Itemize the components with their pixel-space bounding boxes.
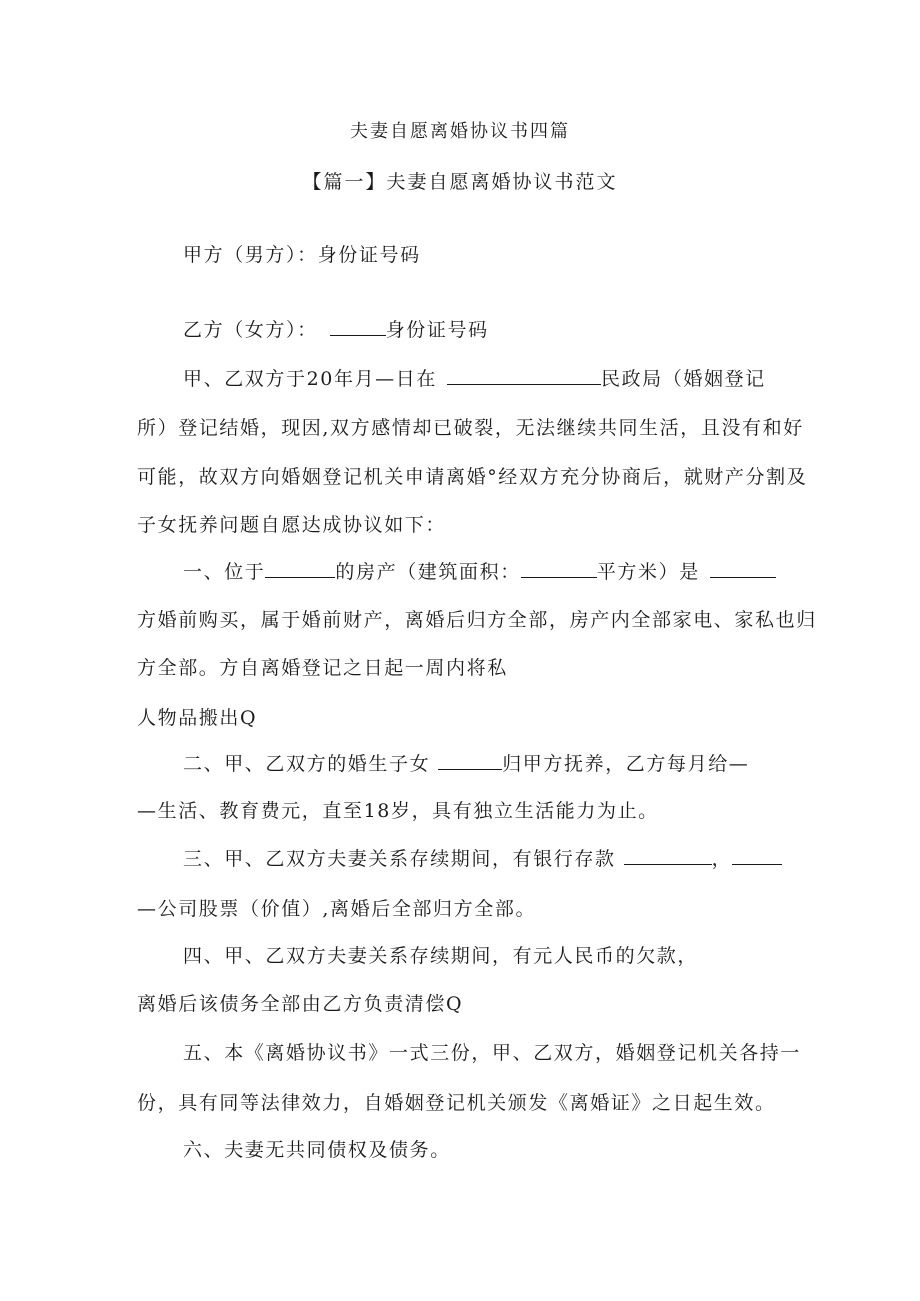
clause-5-line-2: 份，具有同等法律效力，自婚姻登记机关颁发《离婚证》之日起生效。 — [137, 1092, 776, 1114]
clause-4-line-2: 离婚后该债务全部由乙方负责清偿Q — [137, 993, 464, 1015]
blank-field — [732, 846, 782, 865]
clause-text: 归甲方抚养，乙方每月给— — [502, 753, 750, 775]
clause-text: 三、甲、乙双方夫妻关系存续期间，有银行存款 — [183, 848, 616, 870]
clause-3-line-2: —公司股票（价值）,离婚后全部归方全部。 — [137, 898, 537, 920]
clause-1-line-3: 方全部。方自离婚登记之日起一周内将私 — [137, 657, 508, 679]
intro-text: 甲、乙双方于20年月—日在 — [183, 368, 437, 390]
clause-2-line-2: —生活、教育费元，直至18岁，具有独立生活能力为止。 — [137, 800, 659, 822]
clause-5-line-1: 五、本《离婚协议书》一式三份，甲、乙双方，婚姻登记机关各持一 — [183, 1042, 802, 1064]
clause-1-line-1 — [183, 559, 776, 585]
clause-1-line-4: 人物品搬出Q — [137, 707, 258, 729]
intro-line-3: 可能，故双方向婚姻登记机关申请离婚°经双方充分协商后，就财产分割及 — [137, 466, 808, 488]
blank-field — [710, 559, 776, 578]
blank-field — [438, 751, 502, 770]
party-b-id-label: 身份证号码 — [385, 319, 489, 341]
clause-text: 平方米）是 — [596, 561, 700, 583]
clause-1-line-2: 方婚前购买，属于婚前财产，离婚后归方全部，房产内全部家电、家私也归 — [137, 609, 817, 631]
intro-text: 民政局（婚姻登记 — [600, 368, 766, 390]
clause-6-line-1: 六、夫妻无共同债权及债务。 — [183, 1139, 451, 1161]
party-a-label: 甲方（男方）：身份证号码 — [183, 244, 421, 266]
blank-field — [624, 846, 712, 865]
intro-line-4: 子女抚养问题自愿达成协议如下： — [137, 514, 447, 536]
section-heading: 【篇一】夫妻自愿离婚协议书范文 — [302, 171, 618, 193]
blank-field — [447, 366, 601, 385]
blank-field — [265, 559, 335, 578]
document-title: 夫妻自愿离婚协议书四篇 — [350, 121, 570, 142]
intro-line-1 — [183, 366, 766, 392]
clause-2-line-1 — [183, 751, 749, 777]
blank-field — [521, 559, 597, 578]
clause-4-line-1: 四、甲、乙双方夫妻关系存续期间，有元人民币的欠款， — [183, 945, 699, 967]
party-a-line — [183, 242, 421, 268]
intro-line-2: 所）登记结婚，现因,双方感情却已破裂，无法继续共同生活，且没有和好 — [137, 417, 804, 439]
clause-text: 的房产（建筑面积： — [335, 561, 521, 583]
blank-field — [330, 317, 386, 336]
clause-text: 一、位于 — [183, 561, 266, 583]
party-b-label: 乙方（女方）： — [183, 319, 318, 341]
clause-text: ， — [711, 848, 733, 870]
clause-text: 二、甲、乙双方的婚生子女 — [183, 753, 431, 775]
clause-3-line-1 — [183, 846, 782, 872]
party-b-line — [183, 317, 489, 343]
